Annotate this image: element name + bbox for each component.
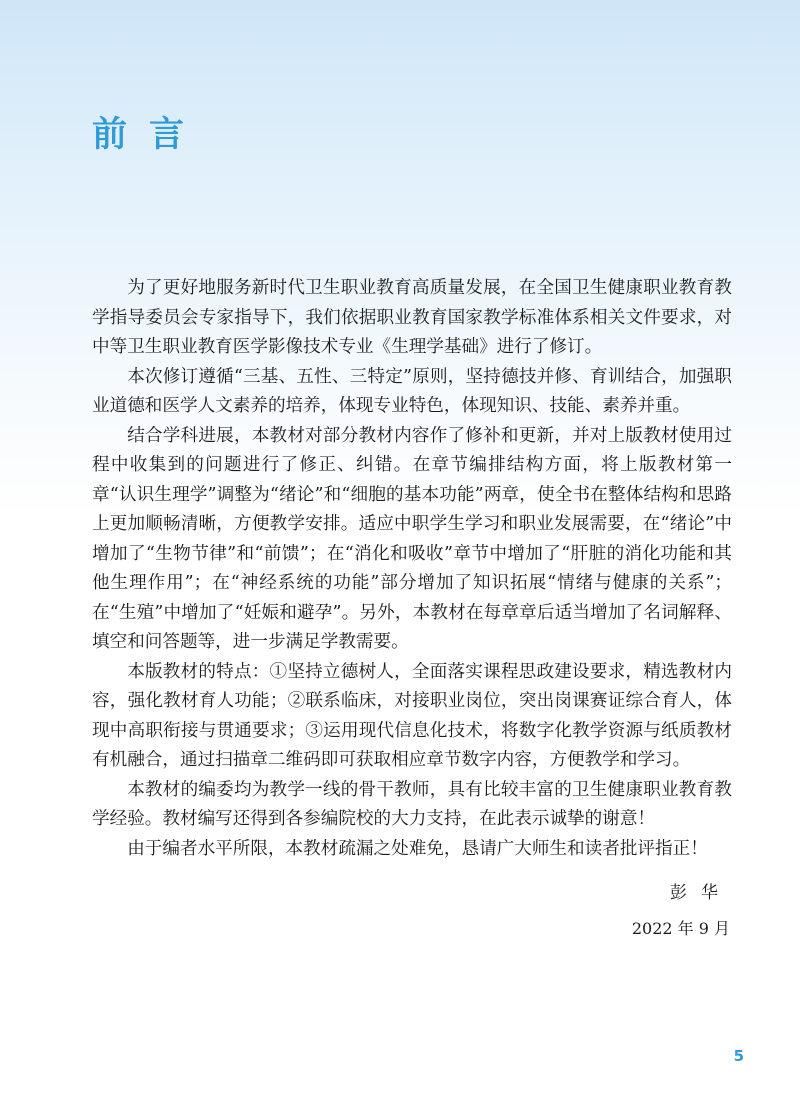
page-number: 5 xyxy=(733,1047,744,1065)
paragraph: 本版教材的特点：①坚持立德树人，全面落实课程思政建设要求，精选教材内容，强化教材育人功能；②联系临床，对接职业岗位，突出岗课赛证综合育人，体现中高职衔接与贯通要求；③运用现代信息化技术，将数字化教学资源与纸质教材有机融合，通过扫描章二维码即可获取相应章节数字内容，方便教学和学习。 xyxy=(92,661,732,770)
page-title: 前言 xyxy=(92,115,207,155)
preface-body xyxy=(92,274,732,864)
paragraph: 本教材的编委均为教学一线的骨干教师，具有比较丰富的卫生健康职业教育教学经验。教材编写还得到各参编院校的大力支持，在此表示诚挚的谢意！ xyxy=(92,779,732,829)
paragraph: 结合学科进展，本教材对部分教材内容作了修补和更新，并对上版教材使用过程中收集到的问题进行了修正、纠错。在章节编排结构方面，将上版教材第一章“认识生理学”调整为“绪论”和“细胞的基本功能”两章，使全书在整体结构和思路上更加顺畅清晰，方便教学安排。适应中职学生学习和职业发展需要，在“绪论”中增加了“生物节律”和“前馈”；在“消化和吸收”章节中增加了“肝脏的消化功能和其他生理作用”；在“神经系统的功能”部分增加了知识拓展“情绪与健康的关系”；在“生殖”中增加了“妊娠和避孕”。另外，本教材在每章章后适当增加了名词解释、填空和问答题等，进一步满足学教需要。 xyxy=(92,425,732,652)
paragraph: 为了更好地服务新时代卫生职业教育高质量发展，在全国卫生健康职业教育教学指导委员会专家指导下，我们依据职业教育国家教学标准体系相关文件要求，对中等卫生职业教育医学影像技术专业《生理学基础》进行了修订。 xyxy=(92,278,732,357)
paragraph: 由于编者水平所限，本教材疏漏之处难免，恳请广大师生和读者批评指正！ xyxy=(127,838,708,859)
paragraph: 本次修订遵循“三基、五性、三特定”原则，坚持德技并修、育训结合，加强职业道德和医学人文素养的培养，体现专业特色，体现知识、技能、素养并重。 xyxy=(92,366,732,416)
author-signature: 彭华 xyxy=(670,883,732,903)
date-line: 2022 年 9 月 xyxy=(631,919,730,938)
